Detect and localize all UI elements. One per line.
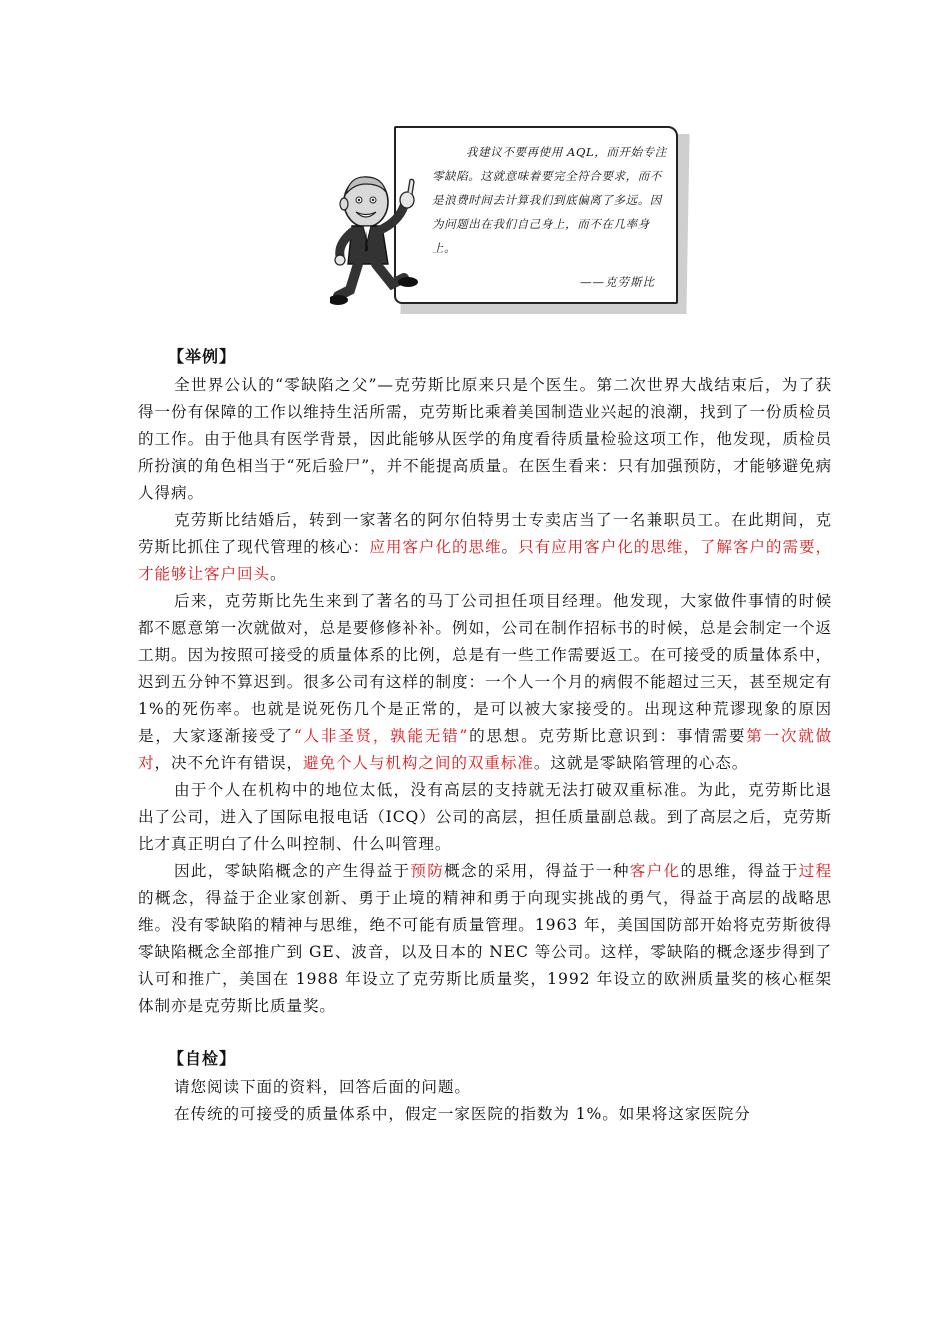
paragraph-2-text-b: 。 xyxy=(501,538,519,556)
paragraph-3-highlight-1: “人非圣贤，孰能无错” xyxy=(293,727,469,745)
paragraph-2-text-a: 克劳斯比结婚后，转到一家著名的阿尔伯特男士专卖店当了一名兼职员工。在此期间，克劳斯比抓住了现代管理的核心： xyxy=(138,511,832,556)
selfcheck-paragraph-2: 在传统的可接受的质量体系中，假定一家医院的指数为 1%。如果将这家医院分 xyxy=(174,1105,751,1123)
paragraph-2-highlight-1: 应用客户化的思维 xyxy=(369,538,502,556)
mascot-illustration xyxy=(330,172,422,312)
paragraph-3-text-a: 后来，克劳斯比先生来到了著名的马丁公司担任项目经理。他发现，大家做件事情的时候都不愿意第一次就做对，总是要修修补补。例如，公司在制作招标书的时候，总是会制定一个返工期。因为按照可接受的质量体系的比例，总是有一些工作需要返工。在可接受的质量体系中，迟到五分钟不算迟到。很多公司有这样的制度：一个人一个月的病假不能超过三天，甚至规定有 1%的死伤率。也就是说死伤几个是正常的，是可以被大家接受的。出现这种荒谬现象的原因是，大家逐渐接受了 xyxy=(138,592,832,745)
quote-author: ——克劳斯比 xyxy=(580,275,655,289)
document-body xyxy=(138,342,832,1128)
paragraph-5-text-c: 的思维，得益于 xyxy=(680,862,799,880)
paragraph-1: 全世界公认的“零缺陷之父”—克劳斯比原来只是个医生。第二次世界大战结束后，为了获得一份有保障的工作以维持生活所需，克劳斯比乘着美国制造业兴起的浪潮，找到了一份质检员的工作。由于他具有医学背景，因此能够从医学的角度看待质量检验这项工作，他发现，质检员所扮演的角色相当于“死后验尸”，并不能提高质量。在医生看来：只有加强预防，才能够避免病人得病。 xyxy=(138,376,832,502)
paragraph-3-text-b: 的思想。克劳斯比意识到：事情需要 xyxy=(468,727,747,745)
selfcheck-paragraph-1: 请您阅读下面的资料，回答后面的问题。 xyxy=(174,1078,471,1096)
paragraph-5-highlight-2: 客户化 xyxy=(629,862,681,880)
paragraph-3-highlight-2: 第一次就做对 xyxy=(138,727,832,772)
paragraph-2-highlight-2: 只有应用客户化的思维，了解客户的需要，才能够让客户回头 xyxy=(138,538,833,583)
paragraph-3-text-d: 。这就是零缺陷管理的心态。 xyxy=(533,754,749,772)
paragraph-4: 由于个人在机构中的地位太低，没有高层的支持就无法打破双重标准。为此，克劳斯比退出了公司，进入了国际电报电话（ICQ）公司的高层，担任质量副总裁。到了高层之后，克劳斯比才真正明白了什么叫控制、什么叫管理。 xyxy=(138,781,832,853)
paragraph-3-highlight-3: 避免个人与机构之间的双重标准 xyxy=(302,754,534,772)
paragraph-3-text-c: ，决不允许有错误， xyxy=(154,754,303,772)
paragraph-5-text-d: 的概念，得益于企业家创新、勇于止境的精神和勇于向现实挑战的勇气，得益于高层的战略思维。没有零缺陷的精神与思维，绝不可能有质量管理。1963 年，美国国防部开始将克劳斯彼得零缺陷概念全部推广到 GE、波音，以及日本的 NEC 等公司。这样，零缺陷的概念逐步得到了认可和推广，美国在 1988 年设立了克劳斯比质量奖，1992 年设立的欧洲质量奖的核心框架体制亦是克劳斯比质量奖。 xyxy=(138,889,832,1015)
paragraph-3 xyxy=(138,588,832,777)
quote-text-block xyxy=(432,140,672,260)
section-spacer xyxy=(138,1020,832,1044)
paragraph-5-text-b: 概念的采用，得益于一种 xyxy=(444,862,630,880)
paragraph-2 xyxy=(138,507,832,588)
paragraph-5-highlight-3: 过程 xyxy=(798,862,832,880)
paragraph-2-text-c: 。 xyxy=(269,565,287,583)
paragraph-5 xyxy=(138,858,832,1020)
section-heading-selfcheck: 【自检】 xyxy=(168,1049,237,1068)
paragraph-5-text-a: 因此，零缺陷概念的产生得益于 xyxy=(174,862,411,880)
paragraph-5-highlight-1: 预防 xyxy=(410,862,445,880)
quote-text: 我建议不要再使用 AQL，而开始专注零缺陷。这就意味着要完全符合要求，而不是浪费时间去计算我们到底偏离了多远。因为问题出在我们自己身上，而不在几率身上。 xyxy=(432,145,667,255)
section-heading-example: 【举例】 xyxy=(168,347,237,366)
